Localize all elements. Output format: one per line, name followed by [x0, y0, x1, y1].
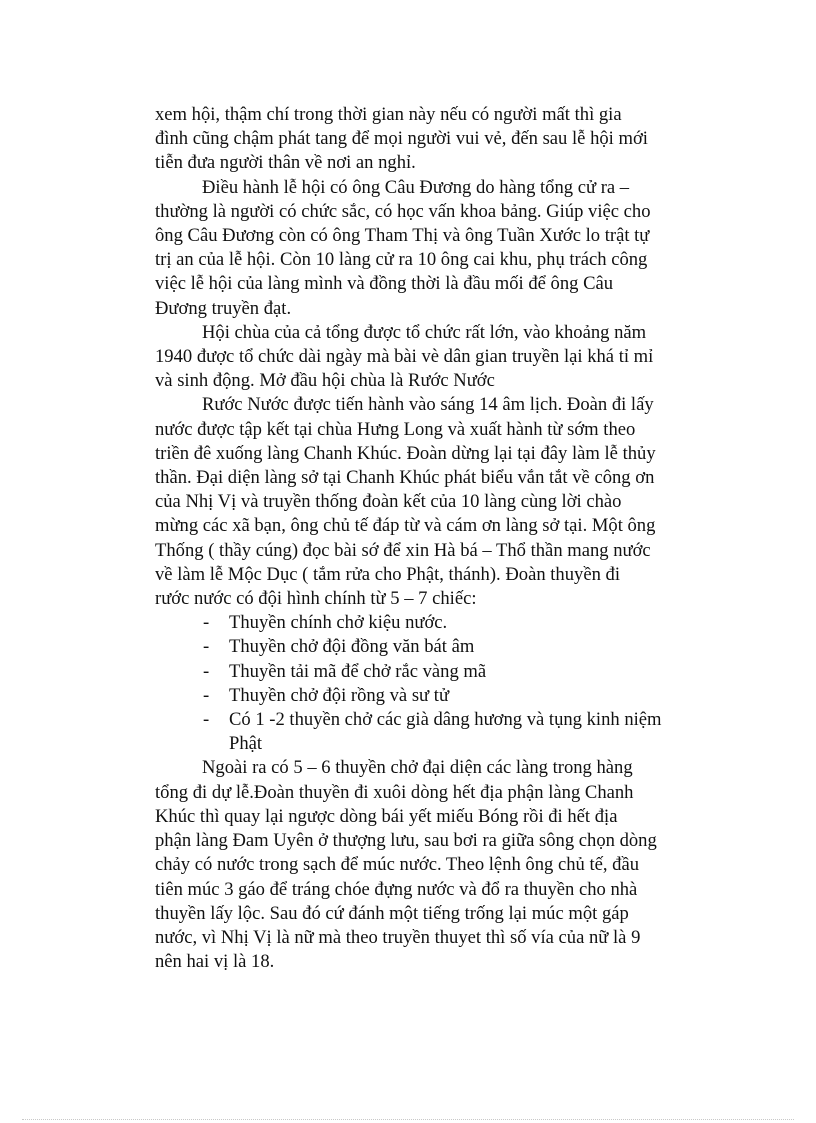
list-item-text: Thuyền chở đội đồng văn bát âm: [229, 636, 475, 658]
list-marker: -: [203, 660, 210, 682]
text-line: nên hai vị là 18.: [155, 951, 275, 973]
list-item-text: Thuyền tải mã để chở rắc vàng mã: [229, 660, 487, 682]
text-line: thần. Đại diện làng sở tại Chanh Khúc phát biểu vắn tắt về công ơn: [155, 467, 655, 489]
text-line: và sinh động. Mở đầu hội chùa là Rước Nước: [155, 370, 495, 392]
list-item-text: Thuyền chở đội rồng và sư tử: [229, 684, 450, 706]
text-line: việc lễ hội của làng mình và đồng thời là đầu mối để ông Câu: [155, 273, 614, 295]
list-item-text: Có 1 -2 thuyền chở các già dâng hương và tụng kinh niệm: [229, 709, 662, 731]
text-line: ông Câu Đương còn có ông Tham Thị và ông Tuần Xước lo trật tự: [155, 225, 650, 247]
text-line: thường là người có chức sắc, có học vấn khoa bảng. Giúp việc cho: [155, 200, 651, 222]
list-marker: -: [203, 684, 210, 706]
list-marker: -: [203, 636, 210, 658]
text-line: Ngoài ra có 5 – 6 thuyền chở đại diện các làng trong hàng: [202, 757, 633, 779]
text-line: tiên múc 3 gáo để tráng chóe đựng nước và đổ ra thuyền cho nhà: [155, 878, 638, 900]
text-line: Hội chùa của cả tổng được tổ chức rất lớn, vào khoảng năm: [202, 321, 647, 343]
paragraph-festival-organizers: [155, 176, 700, 321]
text-line: tổng đi dự lễ.Đoàn thuyền đi xuôi dòng hết địa phận làng Chanh: [155, 781, 634, 803]
paragraph-festival-mourning: [155, 103, 700, 176]
text-line: rước nước có đội hình chính từ 5 – 7 chiếc:: [155, 588, 477, 610]
list-item: [203, 708, 700, 756]
text-line: tiễn đưa người thân về nơi an nghỉ.: [155, 152, 416, 174]
list-item-text: Thuyền chính chở kiệu nước.: [229, 612, 448, 634]
list-item-text: Phật: [229, 733, 263, 755]
text-line: phận làng Đam Uyên ở thượng lưu, sau bơi ra giữa sông chọn dòng: [155, 830, 657, 852]
text-line: Thống ( thầy cúng) đọc bài sớ để xin Hà bá – Thổ thần mang nước: [155, 539, 651, 561]
text-line: Rước Nước được tiến hành vào sáng 14 âm lịch. Đoàn đi lấy: [202, 394, 654, 416]
text-line: Khúc thì quay lại ngược dòng bái yết miếu Bóng rồi đi hết địa: [155, 805, 618, 827]
paragraph-boat-journey: [155, 756, 700, 974]
list-item: [203, 684, 700, 708]
text-line: chảy có nước trong sạch để múc nước. Theo lệnh ông chủ tế, đầu: [155, 854, 640, 876]
page-bottom-divider: [22, 1119, 794, 1120]
text-line: 1940 được tổ chức dài ngày mà bài vè dân gian truyền lại khá tỉ mỉ: [155, 346, 654, 368]
text-line: Điều hành lễ hội có ông Câu Đương do hàng tổng cử ra –: [202, 176, 630, 198]
text-line: đình cũng chậm phát tang để mọi người vui vẻ, đến sau lễ hội mới: [155, 128, 648, 150]
paragraph-pagoda-festival: [155, 321, 700, 394]
list-item: [203, 660, 700, 684]
document-body: [155, 103, 700, 974]
list-marker: -: [203, 612, 210, 634]
text-line: nước được tập kết tại chùa Hưng Long và xuất hành từ sớm theo: [155, 418, 636, 440]
text-line: mừng các xã bạn, ông chủ tế đáp từ và cám ơn làng sở tại. Một ông: [155, 515, 656, 537]
text-line: thuyền lấy lộc. Sau đó cứ đánh một tiếng trống lại múc một gáp: [155, 902, 629, 924]
text-line: xem hội, thậm chí trong thời gian này nếu có người mất thì gia: [155, 104, 622, 125]
list-marker: -: [203, 709, 210, 731]
text-line: Đương truyền đạt.: [155, 297, 292, 319]
text-line: trị an của lễ hội. Còn 10 làng cử ra 10 ông cai khu, phụ trách công: [155, 249, 648, 271]
text-line: nước, vì Nhị Vị là nữ mà theo truyền thuyet thì số vía của nữ là 9: [155, 926, 641, 948]
text-line: của Nhị Vị và truyền thống đoàn kết của 10 làng cùng lời chào: [155, 491, 622, 513]
text-line: triền đê xuống làng Chanh Khúc. Đoàn dừng lại tại đây làm lễ thủy: [155, 442, 656, 464]
list-item: [203, 635, 700, 659]
boat-list: [155, 611, 700, 756]
paragraph-water-procession: [155, 393, 700, 611]
list-item: [203, 611, 700, 635]
text-line: về làm lễ Mộc Dục ( tắm rửa cho Phật, thánh). Đoàn thuyền đi: [155, 563, 620, 585]
